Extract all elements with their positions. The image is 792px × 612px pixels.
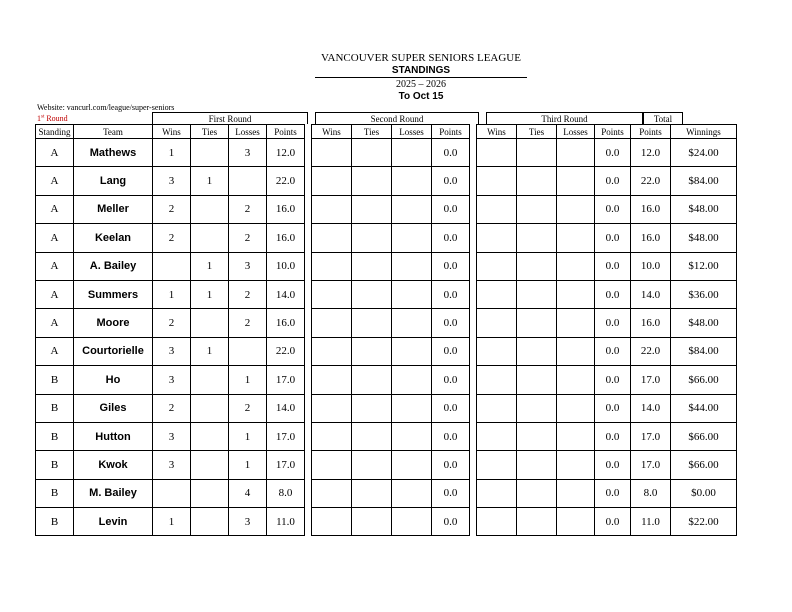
r3-losses-cell — [557, 451, 595, 479]
r2-ties-cell — [352, 451, 392, 479]
table-row — [36, 479, 737, 507]
r1-losses-cell: 4 — [229, 479, 267, 507]
column-gap — [305, 366, 312, 394]
r2-losses-cell — [392, 422, 432, 450]
r3-ties-cell — [517, 252, 557, 280]
r1-ties-cell — [191, 508, 229, 536]
r1-losses-cell: 2 — [229, 195, 267, 223]
col-standing: Standing — [36, 125, 74, 139]
total-points-cell: 16.0 — [631, 309, 671, 337]
winnings-cell: $66.00 — [671, 451, 737, 479]
r3-points-cell: 0.0 — [595, 508, 631, 536]
col-total-points: Points — [631, 125, 671, 139]
r1-wins-cell: 2 — [153, 195, 191, 223]
r3-losses-cell — [557, 337, 595, 365]
r3-ties-cell — [517, 167, 557, 195]
standing-cell: B — [36, 451, 74, 479]
r1-points-cell: 11.0 — [267, 508, 305, 536]
table-row — [36, 224, 737, 252]
winnings-cell: $12.00 — [671, 252, 737, 280]
r1-points-cell: 17.0 — [267, 422, 305, 450]
r1-ties-cell — [191, 139, 229, 167]
standing-cell: A — [36, 337, 74, 365]
r2-wins-cell — [312, 280, 352, 308]
round-note-suffix: st — [41, 114, 45, 120]
r2-points-cell: 0.0 — [432, 508, 470, 536]
col-r2-losses: Losses — [392, 125, 432, 139]
standing-cell: B — [36, 508, 74, 536]
r3-wins-cell — [477, 508, 517, 536]
as-of-date: To Oct 15 — [398, 91, 444, 102]
r3-wins-cell — [477, 252, 517, 280]
team-cell: A. Bailey — [74, 252, 153, 280]
r1-losses-cell: 1 — [229, 451, 267, 479]
column-gap — [470, 139, 477, 167]
r2-losses-cell — [392, 139, 432, 167]
r1-ties-cell — [191, 309, 229, 337]
r3-losses-cell — [557, 195, 595, 223]
team-cell: Giles — [74, 394, 153, 422]
r2-ties-cell — [352, 280, 392, 308]
r2-ties-cell — [352, 167, 392, 195]
r3-losses-cell — [557, 167, 595, 195]
r2-wins-cell — [312, 252, 352, 280]
r2-losses-cell — [392, 252, 432, 280]
r3-ties-cell — [517, 224, 557, 252]
column-gap — [305, 508, 312, 536]
r2-wins-cell — [312, 224, 352, 252]
standing-cell: A — [36, 167, 74, 195]
table-row — [36, 508, 737, 536]
r3-ties-cell — [517, 422, 557, 450]
r3-losses-cell — [557, 394, 595, 422]
standing-cell: A — [36, 224, 74, 252]
r2-wins-cell — [312, 337, 352, 365]
r1-losses-cell: 3 — [229, 139, 267, 167]
r3-losses-cell — [557, 280, 595, 308]
round-note-text: Round — [44, 114, 68, 123]
r2-wins-cell — [312, 167, 352, 195]
column-gap — [305, 252, 312, 280]
r2-ties-cell — [352, 195, 392, 223]
r3-points-cell: 0.0 — [595, 280, 631, 308]
col-winnings: Winnings — [671, 125, 737, 139]
column-gap — [470, 337, 477, 365]
r1-losses-cell: 2 — [229, 394, 267, 422]
col-r1-points: Points — [267, 125, 305, 139]
r1-wins-cell: 2 — [153, 309, 191, 337]
r1-points-cell: 22.0 — [267, 337, 305, 365]
r3-wins-cell — [477, 479, 517, 507]
winnings-cell: $36.00 — [671, 280, 737, 308]
season: 2025 – 2026 — [396, 79, 446, 90]
column-gap — [305, 309, 312, 337]
r2-points-cell: 0.0 — [432, 451, 470, 479]
standing-cell: A — [36, 280, 74, 308]
r2-ties-cell — [352, 337, 392, 365]
r3-points-cell: 0.0 — [595, 422, 631, 450]
r3-points-cell: 0.0 — [595, 366, 631, 394]
r2-wins-cell — [312, 422, 352, 450]
r1-points-cell: 10.0 — [267, 252, 305, 280]
r2-ties-cell — [352, 224, 392, 252]
table-row — [36, 422, 737, 450]
r1-losses-cell: 1 — [229, 366, 267, 394]
winnings-cell: $84.00 — [671, 337, 737, 365]
r2-points-cell: 0.0 — [432, 394, 470, 422]
r2-losses-cell — [392, 167, 432, 195]
r3-wins-cell — [477, 167, 517, 195]
r1-points-cell: 12.0 — [267, 139, 305, 167]
table-row — [36, 195, 737, 223]
column-gap — [305, 422, 312, 450]
r3-ties-cell — [517, 337, 557, 365]
r3-points-cell: 0.0 — [595, 167, 631, 195]
standing-cell: B — [36, 394, 74, 422]
website-text: Website: vancurl.com/league/super-seniors — [37, 103, 175, 112]
team-cell: Keelan — [74, 224, 153, 252]
r2-wins-cell — [312, 479, 352, 507]
team-cell: Lang — [74, 167, 153, 195]
col-r1-wins: Wins — [153, 125, 191, 139]
standing-cell: A — [36, 195, 74, 223]
r3-wins-cell — [477, 366, 517, 394]
r2-ties-cell — [352, 139, 392, 167]
r2-ties-cell — [352, 508, 392, 536]
team-cell: Kwok — [74, 451, 153, 479]
r2-points-cell: 0.0 — [432, 422, 470, 450]
table-row — [36, 280, 737, 308]
column-gap — [470, 125, 477, 139]
r2-points-cell: 0.0 — [432, 280, 470, 308]
r1-losses-cell: 3 — [229, 508, 267, 536]
r2-wins-cell — [312, 451, 352, 479]
r1-points-cell: 14.0 — [267, 280, 305, 308]
winnings-cell: $0.00 — [671, 479, 737, 507]
r1-ties-cell: 1 — [191, 337, 229, 365]
r1-losses-cell: 1 — [229, 422, 267, 450]
r2-losses-cell — [392, 309, 432, 337]
r3-wins-cell — [477, 195, 517, 223]
table-row — [36, 139, 737, 167]
r3-losses-cell — [557, 422, 595, 450]
r3-points-cell: 0.0 — [595, 309, 631, 337]
winnings-cell: $24.00 — [671, 139, 737, 167]
column-gap — [470, 224, 477, 252]
r1-wins-cell: 2 — [153, 394, 191, 422]
r2-ties-cell — [352, 309, 392, 337]
r1-wins-cell: 1 — [153, 139, 191, 167]
column-gap — [305, 125, 312, 139]
column-gap — [470, 280, 477, 308]
r2-wins-cell — [312, 195, 352, 223]
r2-points-cell: 0.0 — [432, 309, 470, 337]
winnings-cell: $84.00 — [671, 167, 737, 195]
r3-wins-cell — [477, 394, 517, 422]
r1-points-cell: 14.0 — [267, 394, 305, 422]
winnings-cell: $48.00 — [671, 224, 737, 252]
column-gap — [305, 337, 312, 365]
r2-ties-cell — [352, 366, 392, 394]
col-r3-ties: Ties — [517, 125, 557, 139]
r3-ties-cell — [517, 508, 557, 536]
r2-losses-cell — [392, 508, 432, 536]
r3-wins-cell — [477, 224, 517, 252]
r1-points-cell: 16.0 — [267, 195, 305, 223]
r2-ties-cell — [352, 252, 392, 280]
r1-wins-cell: 3 — [153, 422, 191, 450]
r1-wins-cell: 3 — [153, 167, 191, 195]
table-header-row — [36, 125, 737, 139]
r1-ties-cell — [191, 224, 229, 252]
standing-cell: B — [36, 479, 74, 507]
r3-points-cell: 0.0 — [595, 224, 631, 252]
r3-ties-cell — [517, 195, 557, 223]
r2-losses-cell — [392, 366, 432, 394]
r1-losses-cell: 2 — [229, 280, 267, 308]
r3-losses-cell — [557, 139, 595, 167]
r3-ties-cell — [517, 139, 557, 167]
r2-losses-cell — [392, 224, 432, 252]
r2-points-cell: 0.0 — [432, 479, 470, 507]
r3-losses-cell — [557, 479, 595, 507]
team-cell: Hutton — [74, 422, 153, 450]
total-points-cell: 22.0 — [631, 167, 671, 195]
column-gap — [470, 479, 477, 507]
team-cell: Summers — [74, 280, 153, 308]
r3-ties-cell — [517, 309, 557, 337]
r1-losses-cell: 2 — [229, 309, 267, 337]
r1-losses-cell: 2 — [229, 224, 267, 252]
r1-points-cell: 8.0 — [267, 479, 305, 507]
team-cell: Levin — [74, 508, 153, 536]
round-note-number: 1 — [37, 114, 41, 123]
team-cell: Mathews — [74, 139, 153, 167]
column-gap — [470, 422, 477, 450]
r1-wins-cell: 1 — [153, 280, 191, 308]
col-r1-losses: Losses — [229, 125, 267, 139]
total-points-cell: 22.0 — [631, 337, 671, 365]
column-gap — [305, 195, 312, 223]
team-cell: Ho — [74, 366, 153, 394]
r1-wins-cell: 3 — [153, 366, 191, 394]
r3-losses-cell — [557, 366, 595, 394]
column-gap — [470, 366, 477, 394]
r1-ties-cell — [191, 422, 229, 450]
winnings-cell: $22.00 — [671, 508, 737, 536]
column-gap — [470, 195, 477, 223]
page-title: STANDINGS — [315, 65, 527, 78]
r3-ties-cell — [517, 366, 557, 394]
r3-points-cell: 0.0 — [595, 252, 631, 280]
r2-wins-cell — [312, 508, 352, 536]
col-r2-points: Points — [432, 125, 470, 139]
winnings-cell: $44.00 — [671, 394, 737, 422]
third-round-group: Third Round — [486, 112, 643, 124]
r1-wins-cell: 1 — [153, 508, 191, 536]
r2-losses-cell — [392, 195, 432, 223]
r1-points-cell: 16.0 — [267, 309, 305, 337]
r3-wins-cell — [477, 422, 517, 450]
winnings-cell: $48.00 — [671, 309, 737, 337]
r3-wins-cell — [477, 309, 517, 337]
r1-ties-cell: 1 — [191, 167, 229, 195]
r1-wins-cell — [153, 479, 191, 507]
column-gap — [305, 224, 312, 252]
r2-losses-cell — [392, 394, 432, 422]
r3-losses-cell — [557, 252, 595, 280]
r3-wins-cell — [477, 337, 517, 365]
r1-wins-cell: 3 — [153, 451, 191, 479]
r3-wins-cell — [477, 451, 517, 479]
r1-ties-cell — [191, 479, 229, 507]
r2-losses-cell — [392, 479, 432, 507]
column-gap — [470, 394, 477, 422]
total-points-cell: 16.0 — [631, 224, 671, 252]
team-cell: Moore — [74, 309, 153, 337]
second-round-group: Second Round — [315, 112, 479, 124]
column-gap — [305, 394, 312, 422]
total-points-cell: 14.0 — [631, 280, 671, 308]
col-r2-wins: Wins — [312, 125, 352, 139]
r1-points-cell: 17.0 — [267, 451, 305, 479]
r2-wins-cell — [312, 139, 352, 167]
column-gap — [470, 451, 477, 479]
table-row — [36, 451, 737, 479]
col-team: Team — [74, 125, 153, 139]
column-gap — [470, 252, 477, 280]
r3-ties-cell — [517, 479, 557, 507]
r3-losses-cell — [557, 224, 595, 252]
r2-losses-cell — [392, 280, 432, 308]
r1-ties-cell — [191, 366, 229, 394]
r1-ties-cell: 1 — [191, 280, 229, 308]
r3-ties-cell — [517, 451, 557, 479]
r2-losses-cell — [392, 337, 432, 365]
column-gap — [305, 479, 312, 507]
table-row — [36, 394, 737, 422]
r3-points-cell: 0.0 — [595, 139, 631, 167]
r2-points-cell: 0.0 — [432, 337, 470, 365]
r2-points-cell: 0.0 — [432, 252, 470, 280]
r2-losses-cell — [392, 451, 432, 479]
round-note — [37, 114, 68, 123]
standing-cell: A — [36, 309, 74, 337]
column-gap — [305, 139, 312, 167]
r2-ties-cell — [352, 422, 392, 450]
team-cell: Courtorielle — [74, 337, 153, 365]
r2-wins-cell — [312, 309, 352, 337]
r3-wins-cell — [477, 280, 517, 308]
r1-ties-cell: 1 — [191, 252, 229, 280]
table-row — [36, 337, 737, 365]
r3-points-cell: 0.0 — [595, 195, 631, 223]
r1-points-cell: 16.0 — [267, 224, 305, 252]
total-points-cell: 8.0 — [631, 479, 671, 507]
total-points-cell: 12.0 — [631, 139, 671, 167]
r1-points-cell: 17.0 — [267, 366, 305, 394]
r1-wins-cell — [153, 252, 191, 280]
total-points-cell: 14.0 — [631, 394, 671, 422]
r2-wins-cell — [312, 366, 352, 394]
r3-points-cell: 0.0 — [595, 337, 631, 365]
column-gap — [470, 167, 477, 195]
total-points-cell: 17.0 — [631, 422, 671, 450]
table-row — [36, 366, 737, 394]
r2-points-cell: 0.0 — [432, 195, 470, 223]
total-points-cell: 11.0 — [631, 508, 671, 536]
r3-ties-cell — [517, 394, 557, 422]
r1-ties-cell — [191, 394, 229, 422]
r2-points-cell: 0.0 — [432, 366, 470, 394]
total-points-cell: 17.0 — [631, 366, 671, 394]
table-row — [36, 252, 737, 280]
col-r3-losses: Losses — [557, 125, 595, 139]
standing-cell: B — [36, 422, 74, 450]
r1-points-cell: 22.0 — [267, 167, 305, 195]
r1-wins-cell: 2 — [153, 224, 191, 252]
table-row — [36, 309, 737, 337]
r1-ties-cell — [191, 451, 229, 479]
r2-points-cell: 0.0 — [432, 167, 470, 195]
r3-ties-cell — [517, 280, 557, 308]
col-r2-ties: Ties — [352, 125, 392, 139]
total-points-cell: 10.0 — [631, 252, 671, 280]
column-gap — [305, 280, 312, 308]
r2-points-cell: 0.0 — [432, 139, 470, 167]
col-r3-wins: Wins — [477, 125, 517, 139]
r3-points-cell: 0.0 — [595, 451, 631, 479]
first-round-group: First Round — [152, 112, 308, 124]
r2-wins-cell — [312, 394, 352, 422]
total-points-cell: 16.0 — [631, 195, 671, 223]
col-r1-ties: Ties — [191, 125, 229, 139]
team-cell: M. Bailey — [74, 479, 153, 507]
standing-cell: A — [36, 252, 74, 280]
team-cell: Meller — [74, 195, 153, 223]
r2-ties-cell — [352, 479, 392, 507]
column-gap — [470, 309, 477, 337]
winnings-cell: $66.00 — [671, 366, 737, 394]
r1-losses-cell: 3 — [229, 252, 267, 280]
r1-losses-cell — [229, 337, 267, 365]
r3-points-cell: 0.0 — [595, 479, 631, 507]
r1-wins-cell: 3 — [153, 337, 191, 365]
r1-ties-cell — [191, 195, 229, 223]
total-group: Total — [643, 112, 683, 124]
r3-wins-cell — [477, 139, 517, 167]
standings-table — [35, 124, 737, 536]
standing-cell: B — [36, 366, 74, 394]
r1-losses-cell — [229, 167, 267, 195]
r3-points-cell: 0.0 — [595, 394, 631, 422]
table-row — [36, 167, 737, 195]
column-gap — [470, 508, 477, 536]
league-name: VANCOUVER SUPER SENIORS LEAGUE — [321, 52, 521, 64]
r3-losses-cell — [557, 508, 595, 536]
r3-losses-cell — [557, 309, 595, 337]
standing-cell: A — [36, 139, 74, 167]
column-gap — [305, 451, 312, 479]
winnings-cell: $66.00 — [671, 422, 737, 450]
r2-ties-cell — [352, 394, 392, 422]
column-gap — [305, 167, 312, 195]
r2-points-cell: 0.0 — [432, 224, 470, 252]
col-r3-points: Points — [595, 125, 631, 139]
winnings-cell: $48.00 — [671, 195, 737, 223]
total-points-cell: 17.0 — [631, 451, 671, 479]
